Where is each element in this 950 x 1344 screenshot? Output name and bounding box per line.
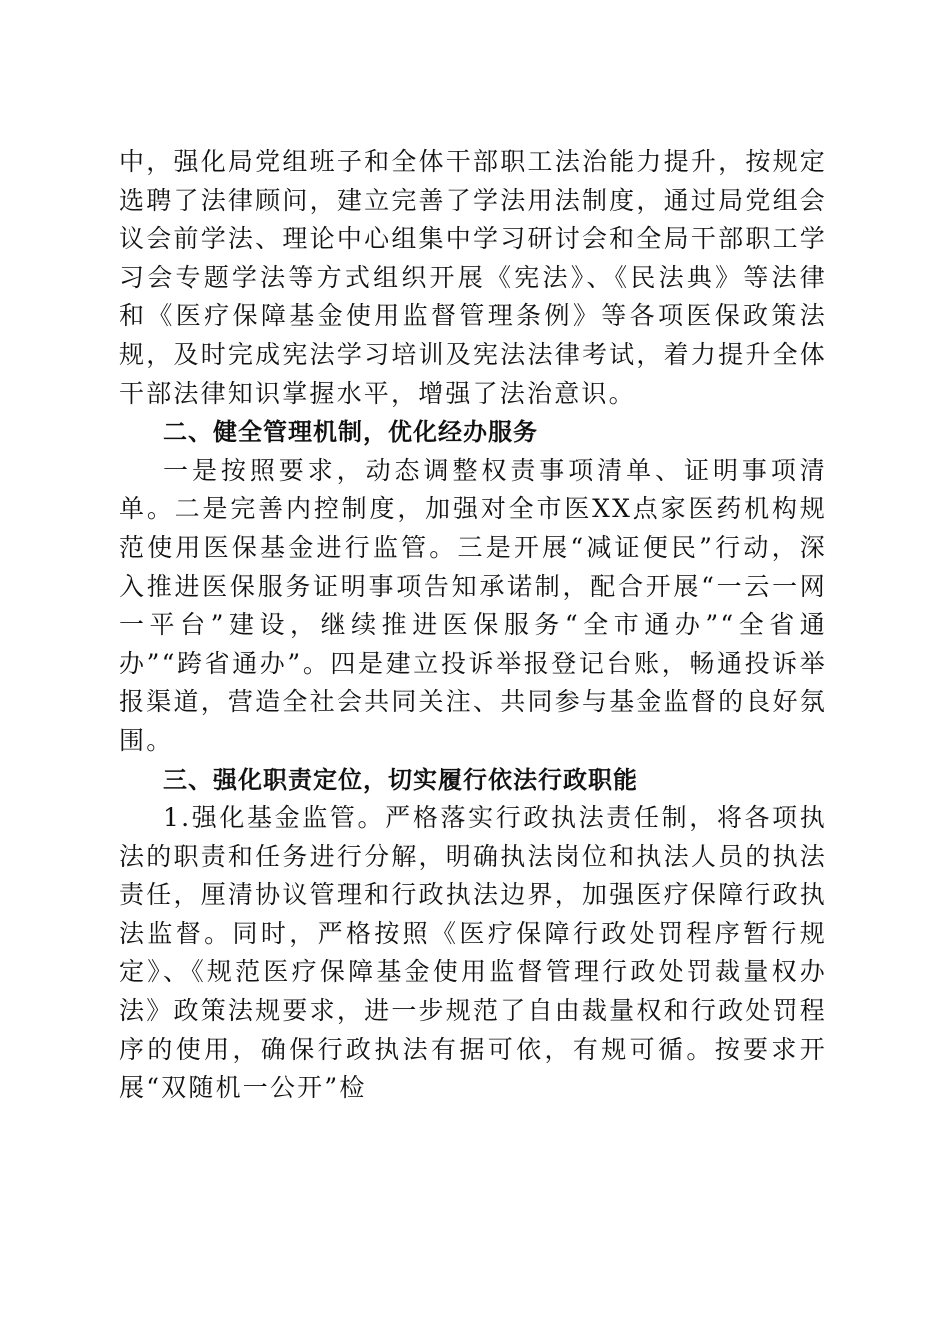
section-heading-2: 二、健全管理机制，优化经办服务 [163,418,538,447]
paragraph-continuation: 中，强化局党组班子和全体干部职工法治能力提升，按规定选聘了法律顾问，建立完善了学法用法制度，通过局党组会议会前学法、理论中心组集中学习研讨会和全局干部职工学习会专题学法等方式组织开展《宪法》、《民法典》等法律和《医疗保障基金使用监督管理条例》等各项医保政策法规，及时完成宪法学习培训及宪法法律考试，着力提升全体干部法律知识掌握水平，增强了法治意识。 [119,147,827,408]
paragraph-section-3: 1.强化基金监管。严格落实行政执法责任制，将各项执法的职责和任务进行分解，明确执法岗位和执法人员的执法责任，厘清协议管理和行政执法边界，加强医疗保障行政执法监督。同时，严格按照《医疗保障行政处罚程序暂行规定》、《规范医疗保障基金使用监督管理行政处罚裁量权办法》政策法规要求，进一步规范了自由裁量权和行政处罚程序的使用，确保行政执法有据可依，有规可循。按要求开展“双随机一公开”检 [119,803,827,1103]
section-heading-3: 三、强化职责定位，切实履行依法行政职能 [163,765,638,794]
paragraph-section-2: 一是按照要求，动态调整权责事项清单、证明事项清单。二是完善内控制度，加强对全市医XX点家医药机构规范使用医保基金进行监管。三是开展“减证便民”行动，深入推进医保服务证明事项告知承诺制，配合开展“一云一网一平台”建设，继续推进医保服务“全市通办”“全省通办”“跨省通办”。四是建立投诉举报登记台账，畅通投诉举报渠道，营造全社会共同关注、共同参与基金监督的良好氛围。 [119,455,827,755]
document-body [119,143,827,1108]
